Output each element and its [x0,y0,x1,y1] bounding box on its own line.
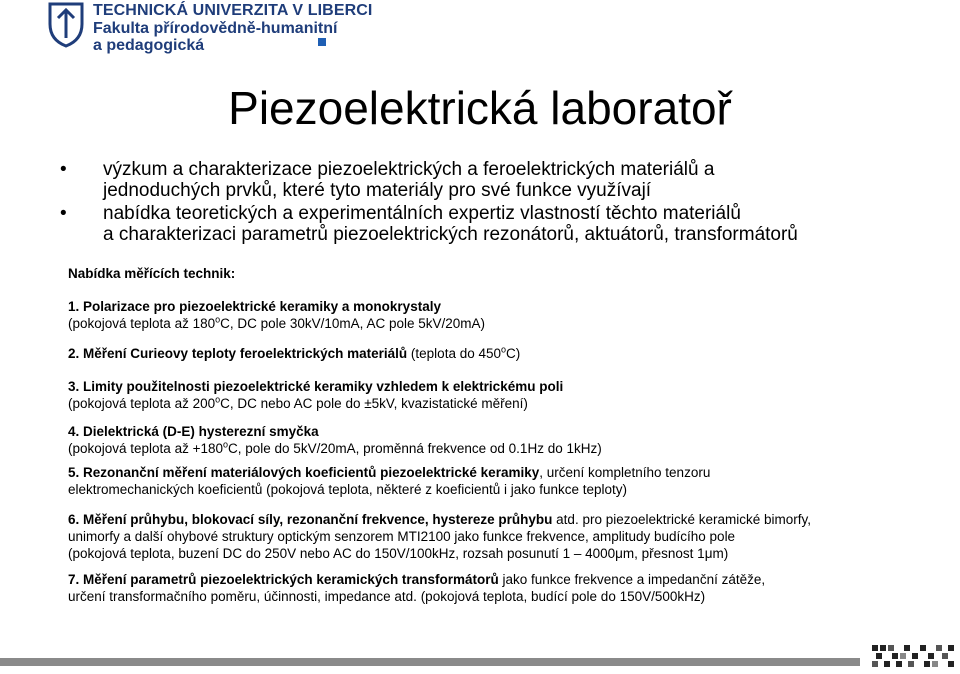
item-title: Polarizace pro piezoelektrické keramiky a monokrystaly [83,299,441,314]
item-detail-line: unimorfy a další ohybové struktury optickým senzorem MTI2100 jako funkce frekvence, amplitudy budícího pole [68,529,736,544]
bullet-text [103,159,943,201]
item-detail: (pokojová teplota až 180$^o$C, DC pole 30kV/10mA, AC pole 5kV/20mA) [68,314,485,331]
method-item [68,298,938,332]
bullet-dot-icon: • [60,203,67,224]
faculty-name-line2: a pedagogická [93,37,205,54]
item-detail-line: určení transformačního poměru, účinnosti, impedance atd. (pokojová teplota, budící pole do 150V/500kHz) [68,589,706,604]
item-title: Dielektrická (D-E) hysterezní smyčka [83,424,319,439]
bullet-line: a charakterizaci parametrů piezoelektrických rezonátorů, aktuátorů, transformátorů [103,224,798,245]
university-name: TECHNICKÁ UNIVERZITA V LIBERCI [93,2,373,19]
method-item [68,464,938,498]
university-logo [48,2,373,56]
item-number: 4. [68,424,80,439]
faculty-name-line1: Fakulta přírodovědně-humanitní [93,20,338,37]
bullet-line: jednoduchých prvků, které tyto materiály pro své funkce využívají [103,180,652,201]
item-detail: jako funkce frekvence a impedanční zátěže, [498,572,766,587]
item-title: Rezonanční měření materiálových koeficientů piezoelektrické keramiky [83,465,540,480]
footer-band [0,658,860,666]
item-detail-line: (pokojová teplota, buzení DC do 250V nebo AC do 150V/100kHz, rozsah posunutí 1 – 4000μm, přesnost 1μm) [68,546,729,561]
bullet-text [103,203,943,245]
method-item [68,378,938,412]
item-detail: (pokojová teplota až $+180^oC$, pole do 5kV/20mA, proměnná frekvence od 0.1Hz do 1kHz) [68,439,602,456]
method-item [68,571,938,605]
item-number: 5. [68,465,80,480]
item-title: Měření parametrů piezoelektrických keramických transformátorů [83,572,499,587]
item-detail: (teplota do 450 [410,346,501,361]
item-title: Limity použitelnosti piezoelektrické keramiky vzhledem k elektrickému poli [83,379,564,394]
item-detail-line: elektromechanických koeficientů (pokojová teplota, některé z koeficientů i jako funkce teploty) [68,482,628,497]
item-title: Měření průhybu, blokovací síly, rezonanční frekvence, hystereze průhybu [83,512,553,527]
method-item: 2. Měření Curieovy teploty feroelektrických materiálů (teplota do 450$^o$C) [68,344,521,361]
item-number: 7. [68,572,80,587]
method-item [68,423,938,457]
pixel-pattern-logo-icon [872,643,956,673]
item-number: 6. [68,512,80,527]
bullet-line: nabídka teoretických a experimentálních expertiz vlastností těchto materiálů [103,203,741,224]
item-detail: , určení kompletního tenzoru [539,465,711,480]
item-title: Měření Curieovy teploty feroelektrických materiálů [83,346,408,361]
item-number: 3. [68,379,80,394]
method-item [68,511,938,562]
logo-square-mark [318,38,326,46]
item-detail: atd. pro piezoelektrické keramické bimorfy, [552,512,812,527]
item-number: 2. [68,346,80,361]
bullet-line: výzkum a charakterizace piezoelektrických a feroelektrických materiálů a [103,159,715,180]
bullet-dot-icon: • [60,159,67,180]
page-title: Piezoelektrická laboratoř [228,82,732,134]
methods-heading: Nabídka měřících technik: [68,266,236,281]
item-detail: (pokojová teplota až 200$^o$C, DC nebo AC pole do ±5kV, kvazistatické měření) [68,394,528,411]
item-number: 1. [68,299,80,314]
tul-logo-icon [48,2,84,48]
